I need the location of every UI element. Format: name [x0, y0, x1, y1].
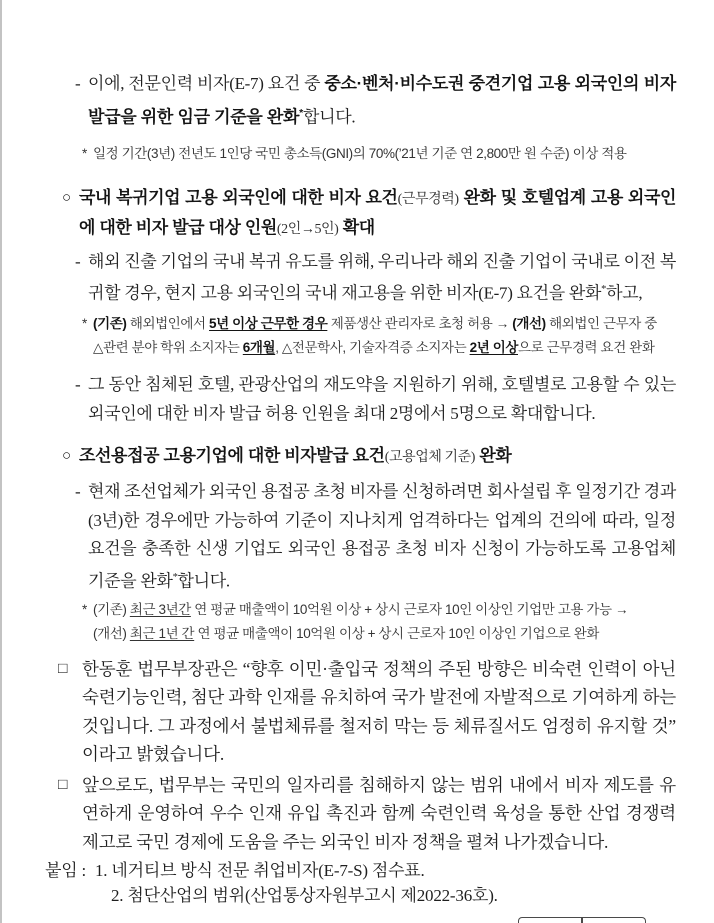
dash-bullet-icon: -: [75, 482, 81, 502]
paragraph-text: 현재 조선업체가 외국인 용접공 초청 비자를 신청하려면 회사설립 후 일정기간 경과(3년)한 경우에만 가능하여 기준이 지나치게 엄격하다는 업계의 건의에 따라, 일정요건을 충족한 신생 기업도 외국인 용접공 초청 비자 신청이 가능하도록 고용업체 기준을 완화*합니다.: [88, 482, 676, 591]
bullet-paragraph-wage-standard: [75, 70, 676, 132]
attachment-item-1: 1. 네거티브 방식 전문 취업비자(E-7-S) 점수표.: [95, 861, 425, 881]
circle-bullet-icon: ○: [62, 447, 71, 465]
footnote-text: (기존) 최근 3년간 연 평균 매출액이 10억원 이상 + 상시 근로자 10인 이상인 기업만 고용 가능 → (개선) 최근 1년 간 연 평균 매출액이 10억원 이상 + 상시 근로자 10인 이상인 기업으로 완화: [93, 601, 629, 641]
square-bullet-icon: □: [58, 659, 68, 677]
scan-edge-line: [0, 0, 2, 923]
box-paragraph-closing: [58, 771, 676, 857]
paragraph-text: 해외 진출 기업의 국내 복귀 유도를 위해, 우리나라 해외 진출 기업이 국내로 이전 복귀할 경우, 현지 고용 외국인의 국내 재고용을 위한 비자(E-7) 요건을 완화*하고,: [88, 251, 676, 303]
heading-text: 국내 복귀기업 고용 외국인에 대한 비자 요건(근무경력) 완화 및 호텔업계 고용 외국인에 대한 비자 발급 대상 인원(2인→5인) 확대: [79, 187, 676, 237]
square-bullet-icon: □: [58, 775, 68, 793]
paragraph-text: 앞으로도, 법무부는 국민의 일자리를 침해하지 않는 범위 내에서 비자 제도를 유연하게 운영하여 우수 인재 유입 촉진과 함께 숙련인력 육성을 통한 산업 경쟁력 제고로 국민 경제에 도움을 주는 외국인 비자 정책을 펼쳐 나가겠습니다.: [82, 774, 676, 852]
footnote-work-experience: [82, 312, 676, 360]
attachment-label: 붙임 :: [45, 861, 87, 881]
box-paragraph-minister-quote: [58, 655, 676, 769]
footnote-text: (기존) 해외법인에서 5년 이상 근무한 경우 제품생산 관리자로 초청 허용 → (개선) 해외법인 근무자 중 △관련 분야 학위 소지자는 6개월, △전문학사, 기술자격증 소지자는 2년 이상으로 근무경력 요건 완화: [93, 316, 657, 356]
section-heading-shipyard-welders: [62, 442, 676, 472]
footnote-wage-standard: [82, 142, 676, 166]
paragraph-text: 한동훈 법무부장관은 “향후 이민·출입국 정책의 주된 방향은 비숙련 인력이 아닌 숙련기능인력, 첨단 과학 인재를 유치하여 국가 발전에 자발적으로 기여하게 하는 것입니다. 그 과정에서 불법체류를 철저히 막는 등 체류질서도 엄정히 유지할 것” 이라고 밝혔습니다.: [82, 658, 676, 765]
bullet-paragraph-overseas-return: [75, 248, 676, 309]
asterisk-icon: *: [82, 316, 87, 332]
paragraph-text: 그 동안 침체된 호텔, 관광산업의 재도약을 지원하기 위해, 호텔별로 고용할 수 있는 외국인에 대한 비자 발급 허용 인원을 최대 2명에서 5명으로 확대합니다.: [88, 375, 676, 423]
attachments-block: [45, 858, 676, 908]
dash-bullet-icon: -: [75, 251, 81, 271]
attachment-item-2: 2. 첨단산업의 범위(산업통상자원부고시 제2022-36호).: [111, 886, 498, 906]
section-heading-returning-companies: [62, 184, 676, 244]
paragraph-text: 이에, 전문인력 비자(E-7) 요건 중 중소·벤처·비수도권 중견기업 고용 외국인의 비자 발급을 위한 임금 기준을 완화*합니다.: [88, 74, 676, 127]
heading-text: 조선용접공 고용기업에 대한 비자발급 요건(고용업체 기준) 완화: [79, 446, 512, 466]
table-fragment-divider: [581, 918, 583, 923]
circle-bullet-icon: ○: [62, 188, 71, 206]
table-fragment: [518, 917, 646, 923]
footnote-revenue-requirement: [82, 598, 676, 646]
dash-bullet-icon: -: [75, 74, 81, 93]
bullet-paragraph-hotel: [75, 371, 676, 428]
bullet-paragraph-shipbuilder: [75, 478, 676, 596]
footnote-text: 일정 기간(3년) 전년도 1인당 국민 총소득(GNI)의 70%(’21년 기준 연 2,800만 원 수준) 이상 적용: [93, 145, 627, 161]
attachment-list: [95, 858, 676, 908]
dash-bullet-icon: -: [75, 375, 81, 395]
document-content: [45, 70, 676, 908]
asterisk-icon: *: [82, 601, 87, 617]
asterisk-icon: *: [82, 145, 87, 161]
